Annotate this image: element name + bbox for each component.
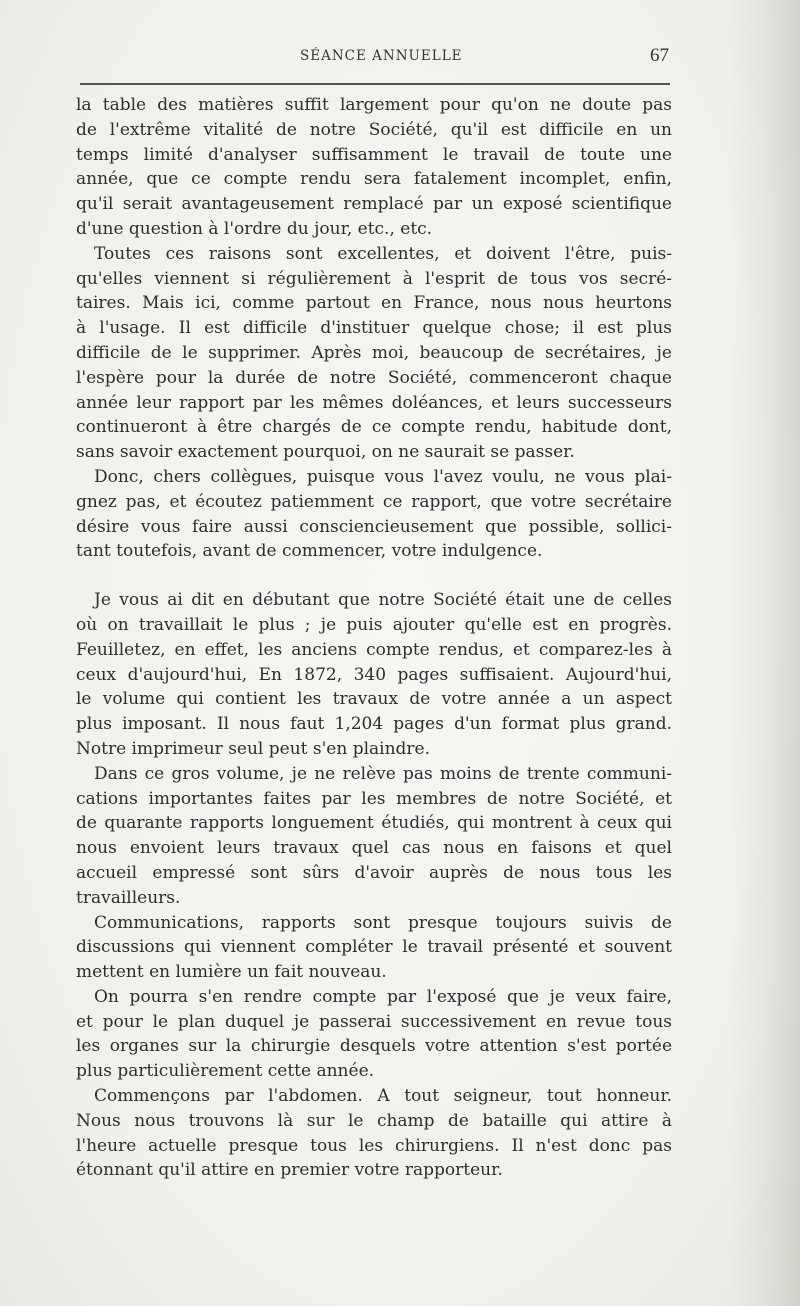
text-line: ceux d'aujourd'hui, En 1872, 340 pages suffisaient. Aujourd'hui, — [76, 664, 672, 685]
text-line: plus imposant. Il nous faut 1,204 pages d'un format plus grand. — [76, 714, 672, 735]
text-line: les organes sur la chirurgie desquels votre attention s'est portée — [76, 1036, 672, 1057]
text-line: année leur rapport par les mêmes doléances, et leurs successeurs — [76, 392, 672, 413]
paragraph-5 — [76, 762, 672, 911]
text-line: continueront à être chargés de ce compte rendu, habitude dont, — [76, 417, 672, 438]
text-line: la table des matières suffit largement pour qu'on ne doute pas — [76, 95, 672, 115]
text-line: nous envoient leurs travaux quel cas nous en faisons et quel — [76, 838, 672, 859]
text-line: l'heure actuelle presque tous les chirurgiens. Il n'est donc pas — [76, 1135, 672, 1156]
text-line: à l'usage. Il est difficile d'instituer quelque chose; il est plus — [76, 318, 672, 339]
text-line: discussions qui viennent compléter le travail présenté et souvent — [76, 937, 672, 958]
paragraph-7 — [76, 985, 672, 1084]
text-line: désire vous faire aussi consciencieusement que possible, sollici- — [76, 516, 672, 537]
text-line: accueil empressé sont sûrs d'avoir auprès de nous tous les — [76, 862, 672, 883]
text-line: où on travaillait le plus ; je puis ajouter qu'elle est en progrès. — [76, 614, 672, 635]
running-head — [0, 46, 800, 70]
text-line: d'une question à l'ordre du jour, etc., etc. — [76, 218, 433, 239]
text-line: Feuilletez, en effet, les anciens compte rendus, et comparez-les à — [76, 639, 672, 660]
page-number: 67 — [650, 45, 669, 66]
text-line: Toutes ces raisons sont excellentes, et doivent l'être, puis- — [94, 243, 672, 264]
text-line: l'espère pour la durée de notre Société, commenceront chaque — [76, 367, 672, 388]
text-line: Je vous ai dit en débutant que notre Société était une de celles — [94, 590, 672, 611]
text-line: mettent en lumière un fait nouveau. — [76, 962, 387, 983]
text-line: cations importantes faites par les membres de notre Société, et — [76, 788, 672, 809]
paragraph-8 — [76, 1084, 672, 1183]
section-gap — [76, 564, 672, 588]
text-line: tant toutefois, avant de commencer, votre indulgence. — [76, 541, 543, 562]
paragraph-2 — [76, 242, 672, 465]
text-line: Notre imprimeur seul peut s'en plaindre. — [76, 738, 431, 759]
text-line: Donc, chers collègues, puisque vous l'avez voulu, ne vous plai- — [94, 466, 672, 487]
text-line: difficile de le supprimer. Après moi, beaucoup de secrétaires, je — [76, 342, 672, 363]
text-line: travailleurs. — [76, 887, 181, 908]
text-line: qu'elles viennent si régulièrement à l'esprit de tous vos secré- — [76, 268, 672, 289]
text-line: étonnant qu'il attire en premier votre rapporteur. — [76, 1160, 503, 1181]
text-line: année, que ce compte rendu sera fatalement incomplet, enfin, — [76, 169, 672, 190]
text-line: On pourra s'en rendre compte par l'exposé que je veux faire, — [94, 986, 672, 1007]
text-line: sans savoir exactement pourquoi, on ne saurait se passer. — [76, 442, 575, 463]
header-rule — [80, 83, 670, 85]
text-line: temps limité d'analyser suffisamment le travail de toute une — [76, 144, 672, 165]
text-line: plus particulièrement cette année. — [76, 1061, 375, 1082]
text-line: taires. Mais ici, comme partout en France, nous nous heurtons — [76, 293, 672, 314]
text-line: qu'il serait avantageusement remplacé par un exposé scientifique — [76, 194, 672, 215]
paragraph-3 — [76, 465, 672, 564]
text-line: Dans ce gros volume, je ne relève pas moins de trente communi- — [94, 763, 672, 784]
running-title: SÉANCE ANNUELLE — [300, 48, 463, 64]
text-line: et pour le plan duquel je passerai successivement en revue tous — [76, 1011, 672, 1032]
text-line: Commençons par l'abdomen. A tout seigneur, tout honneur. — [94, 1086, 672, 1107]
paragraph-1 — [76, 93, 672, 242]
paragraph-6 — [76, 911, 672, 985]
paragraph-4 — [76, 588, 672, 762]
text-line: de quarante rapports longuement étudiés, qui montrent à ceux qui — [76, 813, 672, 834]
page-edge-shadow — [730, 0, 800, 1306]
text-line: Communications, rapports sont presque toujours suivis de — [94, 912, 672, 933]
text-line: le volume qui contient les travaux de votre année a un aspect — [76, 689, 672, 710]
text-line: gnez pas, et écoutez patiemment ce rapport, que votre secrétaire — [76, 491, 672, 512]
text-line: de l'extrême vitalité de notre Société, qu'il est difficile en un — [76, 119, 672, 140]
body-text — [76, 93, 672, 1183]
text-line: Nous nous trouvons là sur le champ de bataille qui attire à — [76, 1110, 672, 1131]
